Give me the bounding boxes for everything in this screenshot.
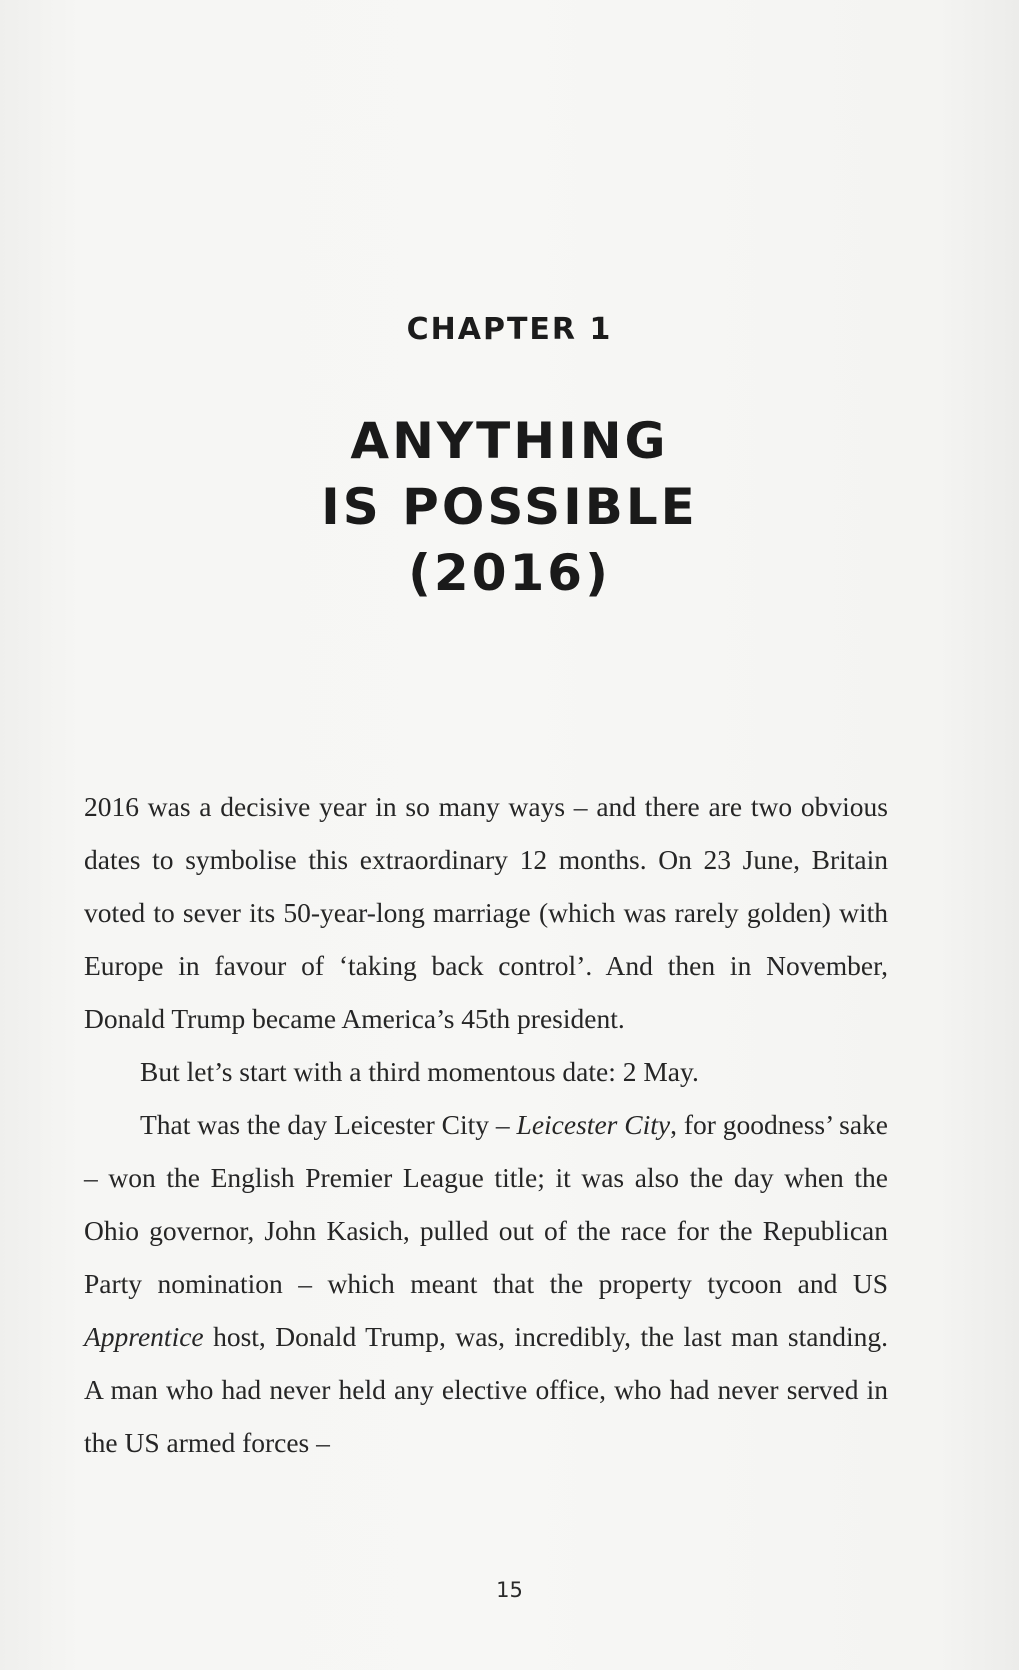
paragraph-1: 2016 was a decisive year in so many ways – and there are two obvious dates to symbolise this extraordinary 12 months. On 23 June, Britain voted to sever its 50-year-long marriage (which was rarely golden) with Europe in favour of ‘taking back control’. And then in November, Donald Trump became America’s 45th president. — [84, 791, 888, 1034]
chapter-title — [0, 408, 1019, 606]
chapter-label: CHAPTER 1 — [406, 312, 613, 347]
paragraph-3-part-2: , for goodness’ sake – won the English Premier League title; it was also the day when the Ohio governor, John Kasich, pulled out of the race for the Republican Party nomination – which meant that the property tycoon and US — [84, 1109, 888, 1299]
paragraph-3-italic-leicester: Leicester City — [516, 1109, 671, 1140]
paragraph-3-part-3: host, Donald Trump, was, incredibly, the last man standing. A man who had never held any elective office, who had never served in the US armed forces – — [84, 1321, 888, 1458]
paragraph-3-part-1: That was the day Leicester City – — [140, 1109, 517, 1140]
chapter-title-line: IS POSSIBLE — [321, 478, 698, 536]
paragraph-3 — [84, 1098, 888, 1469]
paragraph-3-italic-apprentice: Apprentice — [84, 1321, 204, 1352]
paragraph-2: But let’s start with a third momentous date: 2 May. — [140, 1056, 699, 1087]
body-text — [84, 780, 888, 1469]
chapter-title-line: ANYTHING — [350, 412, 669, 470]
chapter-title-line: (2016) — [408, 544, 611, 602]
page-number: 15 — [496, 1578, 523, 1602]
